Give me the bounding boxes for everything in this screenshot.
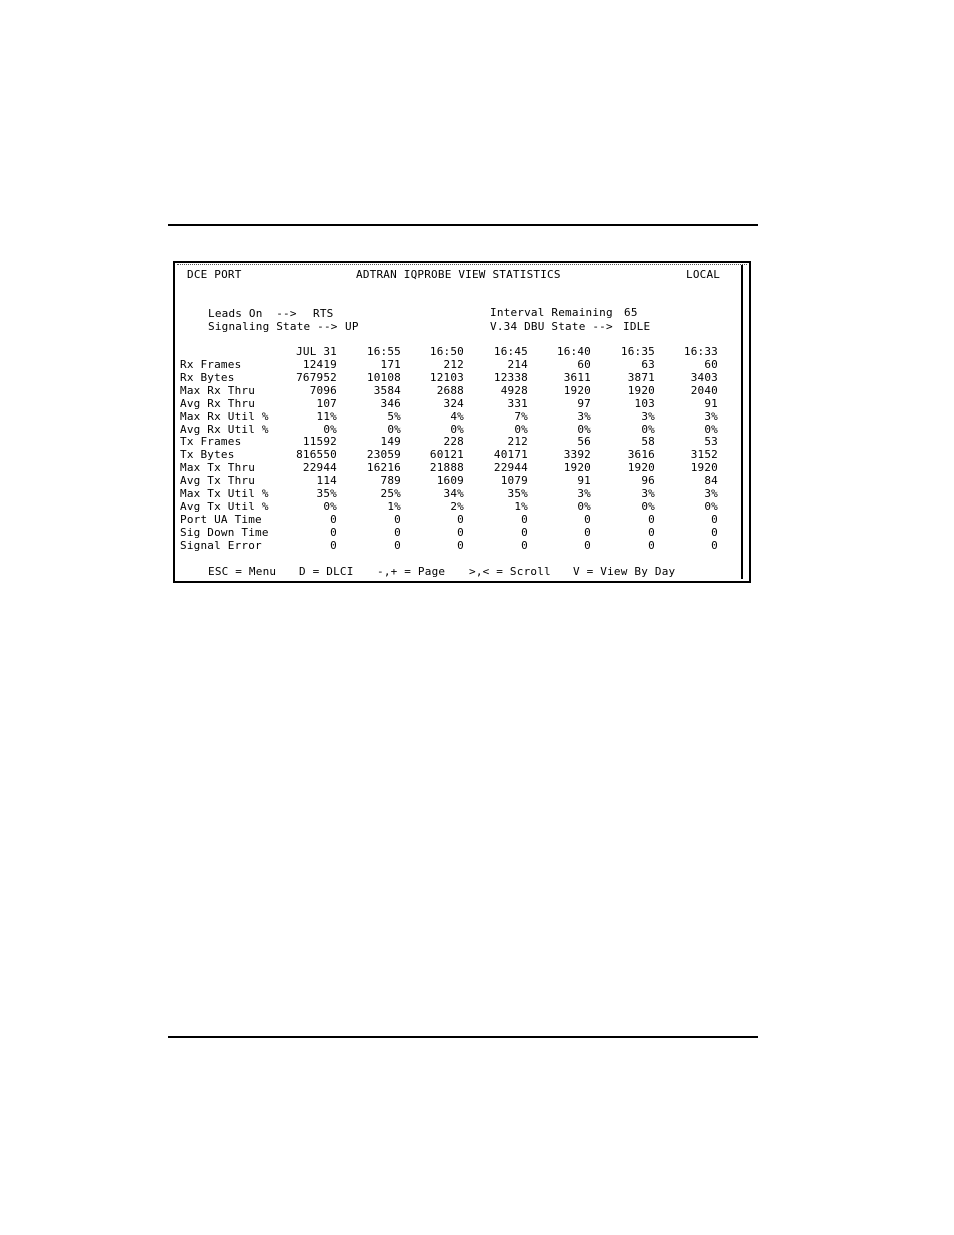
table-cell: 2688 (436, 383, 464, 397)
table-cell: 114 (316, 474, 337, 488)
table-cell: 60 (577, 358, 591, 371)
table-cell: 228 (443, 435, 464, 449)
table-cell: 16216 (366, 461, 401, 475)
table-cell: 35% (507, 487, 528, 500)
column-header: 16:40 (556, 345, 591, 358)
table-cell: 11% (316, 409, 337, 423)
table-cell: 2040 (690, 383, 718, 397)
table-cell: 1920 (627, 383, 655, 397)
column-header: 16:55 (366, 345, 401, 358)
table-cell: 346 (380, 396, 401, 410)
table-cell: 0% (704, 499, 718, 513)
table-cell: 0 (584, 525, 591, 539)
table-cell: 3152 (690, 448, 718, 462)
table-cell: 0 (457, 512, 464, 526)
table-cell: 0 (330, 538, 337, 552)
table-cell: 56 (577, 435, 591, 449)
table-cell: 0% (577, 422, 591, 436)
interval-value: 65 (624, 306, 638, 319)
row-label: Max Tx Thru (180, 461, 256, 475)
table-cell: 91 (577, 474, 591, 488)
terminal-screen (173, 261, 751, 583)
table-cell: 3616 (627, 448, 655, 462)
column-header: 16:33 (683, 345, 718, 358)
column-header: 16:45 (493, 345, 528, 358)
table-cell: 0 (394, 538, 401, 552)
table-cell: 0% (323, 422, 337, 436)
row-label: Avg Tx Thru (180, 474, 256, 488)
table-cell: 0% (704, 422, 718, 436)
row-label: Avg Tx Util % (180, 499, 269, 513)
table-cell: 0 (521, 538, 528, 552)
leads-label: Leads On --> (208, 307, 297, 320)
table-cell: 149 (380, 435, 401, 449)
signaling-label: Signaling State --> (208, 320, 338, 333)
table-cell: 5% (387, 409, 401, 423)
table-cell: 84 (704, 474, 718, 488)
table-cell: 103 (634, 396, 655, 410)
table-cell: 0% (641, 499, 655, 513)
row-label: Max Tx Util % (180, 487, 269, 500)
table-cell: 58 (641, 435, 655, 449)
screen-title: ADTRAN IQPROBE VIEW STATISTICS (356, 268, 561, 281)
row-label: Avg Rx Thru (180, 396, 256, 410)
table-cell: 34% (443, 487, 464, 500)
table-cell: 91 (704, 396, 718, 410)
table-cell: 0 (584, 538, 591, 552)
table-cell: 1% (387, 499, 401, 513)
table-cell: 0 (711, 512, 718, 526)
table-cell: 331 (507, 396, 528, 410)
mode-label: LOCAL (686, 268, 721, 281)
table-cell: 3% (704, 487, 718, 500)
table-cell: 1% (514, 499, 528, 513)
table-cell: 3% (641, 409, 655, 423)
table-cell: 767952 (296, 370, 337, 384)
table-cell: 0 (648, 525, 655, 539)
table-cell: 0 (648, 538, 655, 552)
table-cell: 0% (577, 499, 591, 513)
table-cell: 4928 (500, 383, 528, 397)
table-cell: 7% (514, 409, 528, 423)
menu-key-hint: ESC = Menu (208, 565, 277, 578)
row-label: Max Rx Thru (180, 383, 256, 397)
table-cell: 0 (394, 525, 401, 539)
table-cell: 3% (641, 487, 655, 500)
table-cell: 0 (521, 525, 528, 539)
table-cell: 97 (577, 396, 591, 410)
table-cell: 3% (704, 409, 718, 423)
table-cell: 10108 (366, 370, 401, 384)
row-label: Rx Frames (180, 358, 242, 371)
table-cell: 22944 (493, 461, 528, 475)
table-cell: 0 (457, 525, 464, 539)
row-label: Max Rx Util % (180, 409, 269, 423)
table-cell: 7096 (309, 383, 337, 397)
table-cell: 23059 (366, 448, 401, 462)
table-cell: 0 (648, 512, 655, 526)
table-cell: 3403 (690, 370, 718, 384)
table-cell: 212 (507, 435, 528, 449)
table-cell: 0% (450, 422, 464, 436)
table-cell: 0 (711, 538, 718, 552)
signaling-value: UP (345, 320, 359, 333)
table-cell: 21888 (429, 461, 464, 475)
table-cell: 107 (316, 396, 337, 410)
row-label: Signal Error (180, 538, 262, 552)
table-cell: 3392 (563, 448, 591, 462)
table-cell: 1920 (563, 461, 591, 475)
view-by-day-key-hint: V = View By Day (573, 565, 676, 578)
table-cell: 35% (316, 487, 337, 500)
table-cell: 0 (330, 525, 337, 539)
table-cell: 324 (443, 396, 464, 410)
table-cell: 3% (577, 409, 591, 423)
table-cell: 1920 (563, 383, 591, 397)
table-cell: 3871 (627, 370, 655, 384)
port-label: DCE PORT (187, 268, 242, 281)
table-cell: 60121 (429, 448, 464, 462)
table-cell: 22944 (302, 461, 337, 475)
interval-label: Interval Remaining (490, 306, 613, 319)
table-cell: 40171 (493, 448, 528, 462)
table-cell: 0 (330, 512, 337, 526)
row-label: Avg Rx Util % (180, 422, 269, 436)
row-label: Sig Down Time (180, 525, 269, 539)
table-cell: 0 (521, 512, 528, 526)
table-cell: 212 (443, 358, 464, 371)
table-cell: 1920 (627, 461, 655, 475)
column-header: JUL 31 (296, 345, 337, 358)
table-cell: 1609 (436, 474, 464, 488)
scroll-key-hint: >,< = Scroll (469, 565, 551, 578)
dlci-key-hint: D = DLCI (299, 565, 354, 578)
leads-value: RTS (313, 307, 334, 320)
table-cell: 214 (507, 358, 528, 371)
table-cell: 53 (704, 435, 718, 449)
table-cell: 1079 (500, 474, 528, 488)
table-cell: 11592 (302, 435, 337, 449)
page-key-hint: -,+ = Page (377, 565, 446, 578)
table-cell: 25% (380, 487, 401, 500)
table-cell: 0 (711, 525, 718, 539)
table-cell: 12338 (493, 370, 528, 384)
table-cell: 0% (387, 422, 401, 436)
table-cell: 3611 (563, 370, 591, 384)
dbu-state-value: IDLE (623, 320, 651, 333)
row-label: Port UA Time (180, 512, 262, 526)
column-header: 16:35 (620, 345, 655, 358)
table-cell: 0 (457, 538, 464, 552)
table-cell: 1920 (690, 461, 718, 475)
row-label: Tx Frames (180, 435, 242, 449)
table-cell: 0% (641, 422, 655, 436)
top-rule (168, 224, 758, 226)
row-label: Tx Bytes (180, 448, 235, 462)
table-cell: 0 (584, 512, 591, 526)
table-cell: 0% (323, 499, 337, 513)
table-cell: 96 (641, 474, 655, 488)
table-cell: 816550 (296, 448, 337, 462)
column-header: 16:50 (429, 345, 464, 358)
table-cell: 171 (380, 358, 401, 371)
table-cell: 12419 (302, 358, 337, 371)
table-cell: 60 (704, 358, 718, 371)
bottom-rule (168, 1036, 758, 1038)
row-label: Rx Bytes (180, 370, 235, 384)
table-cell: 3584 (373, 383, 401, 397)
table-cell: 2% (450, 499, 464, 513)
table-cell: 789 (380, 474, 401, 488)
table-cell: 3% (577, 487, 591, 500)
table-cell: 63 (641, 358, 655, 371)
table-cell: 4% (450, 409, 464, 423)
table-cell: 12103 (429, 370, 464, 384)
table-cell: 0 (394, 512, 401, 526)
table-cell: 0% (514, 422, 528, 436)
dbu-state-label: V.34 DBU State --> (490, 320, 613, 333)
